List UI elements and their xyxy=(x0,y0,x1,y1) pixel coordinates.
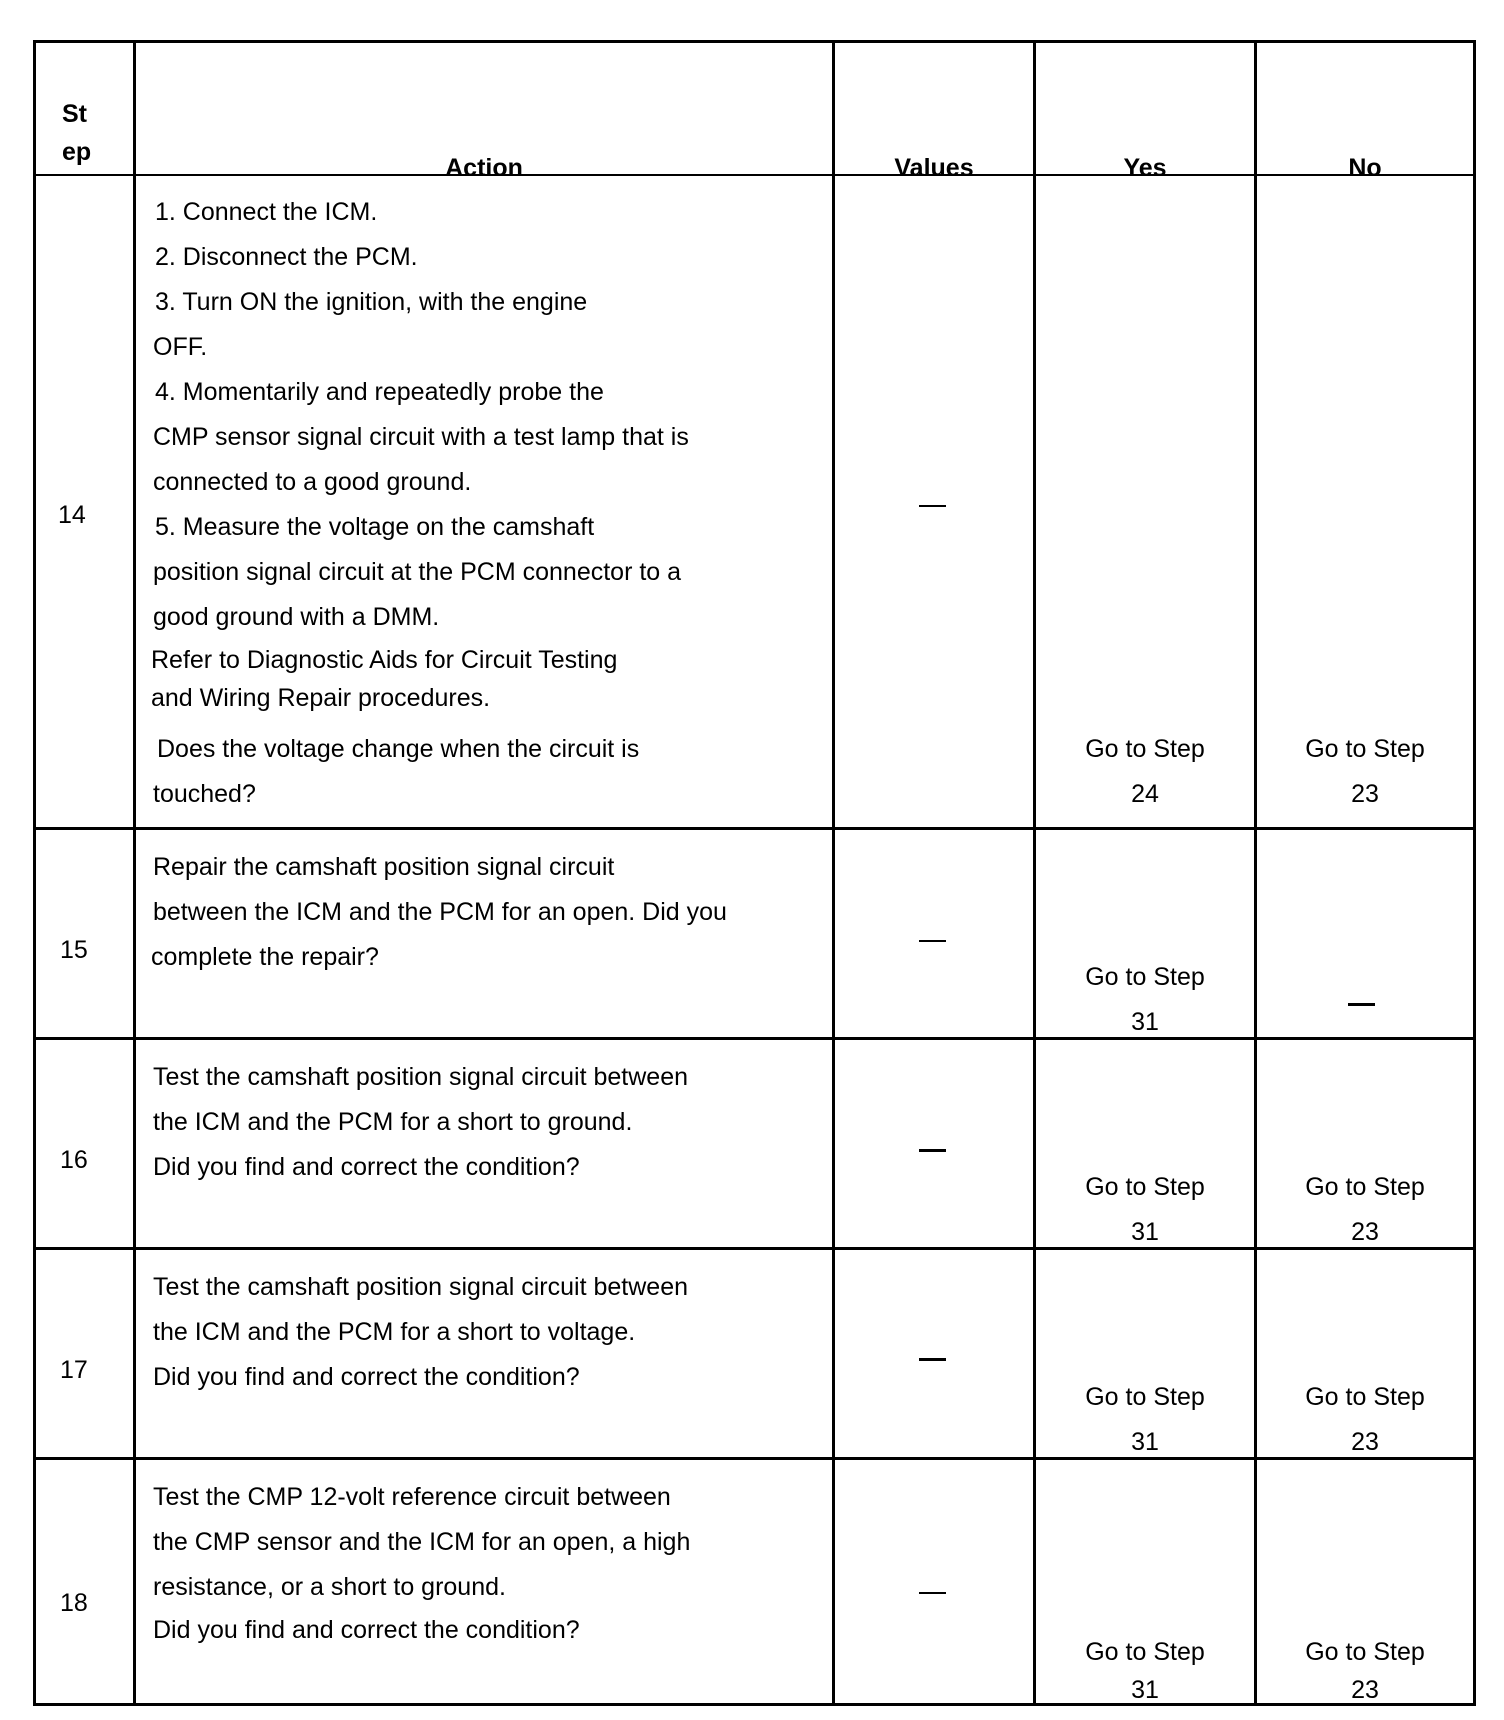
yes-step: 31 xyxy=(1131,1428,1159,1456)
header-step-line: St xyxy=(62,100,87,128)
step-number: 17 xyxy=(60,1356,88,1384)
action-line: Test the camshaft position signal circuit between xyxy=(153,1273,688,1301)
no-step: 23 xyxy=(1351,1218,1379,1246)
yes-step: 24 xyxy=(1131,780,1159,808)
header-action: Action xyxy=(445,154,523,182)
yes-step: 31 xyxy=(1131,1008,1159,1036)
action-line: and Wiring Repair procedures. xyxy=(151,684,491,712)
header-step-line: ep xyxy=(62,138,92,166)
header-yes: Yes xyxy=(1123,154,1167,182)
no-action: Go to Step xyxy=(1305,1173,1425,1201)
action-line: touched? xyxy=(153,780,256,808)
action-line: connected to a good ground. xyxy=(153,468,472,496)
no-action: Go to Step xyxy=(1305,1383,1425,1411)
step-number: 18 xyxy=(60,1589,88,1617)
action-line: the ICM and the PCM for a short to voltage. xyxy=(153,1318,636,1346)
action-line: 3. Turn ON the ignition, with the engine xyxy=(155,288,588,316)
values-dash xyxy=(919,1149,946,1152)
yes-action: Go to Step xyxy=(1085,1173,1205,1201)
no-step: 23 xyxy=(1351,1676,1379,1704)
action-line: 5. Measure the voltage on the camshaft xyxy=(155,513,595,541)
action-line: Refer to Diagnostic Aids for Circuit Testing xyxy=(151,646,618,674)
action-line: the ICM and the PCM for a short to ground. xyxy=(153,1108,633,1136)
values-dash xyxy=(919,1592,946,1594)
action-line: 2. Disconnect the PCM. xyxy=(155,243,418,271)
action-line: Did you find and correct the condition? xyxy=(153,1616,580,1644)
action-line: Did you find and correct the condition? xyxy=(153,1153,580,1181)
step-number: 14 xyxy=(58,501,86,529)
yes-action: Go to Step xyxy=(1085,1638,1205,1666)
diagnostic-table xyxy=(33,40,1476,1706)
action-line: resistance, or a short to ground. xyxy=(153,1573,506,1601)
action-line: OFF. xyxy=(153,333,208,361)
action-line: 1. Connect the ICM. xyxy=(155,198,378,226)
no-action: Go to Step xyxy=(1305,1638,1425,1666)
action-line: complete the repair? xyxy=(151,943,379,971)
no-step: 23 xyxy=(1351,780,1379,808)
action-line: Does the voltage change when the circuit is xyxy=(157,735,640,763)
header-values: Values xyxy=(894,154,974,182)
yes-action: Go to Step xyxy=(1085,1383,1205,1411)
values-dash xyxy=(919,940,946,942)
no-action: Go to Step xyxy=(1305,735,1425,763)
action-line: Repair the camshaft position signal circuit xyxy=(153,853,615,881)
header-no: No xyxy=(1348,154,1382,182)
values-dash xyxy=(919,1358,946,1361)
action-line: good ground with a DMM. xyxy=(153,603,440,631)
yes-action: Go to Step xyxy=(1085,735,1205,763)
action-line: 4. Momentarily and repeatedly probe the xyxy=(155,378,604,406)
no-dash xyxy=(1348,1003,1375,1006)
no-step: 23 xyxy=(1351,1428,1379,1456)
action-line: position signal circuit at the PCM connector to a xyxy=(153,558,682,586)
step-number: 16 xyxy=(60,1146,88,1174)
action-line: Did you find and correct the condition? xyxy=(153,1363,580,1391)
step-number: 15 xyxy=(60,936,88,964)
action-line: Test the camshaft position signal circuit between xyxy=(153,1063,688,1091)
yes-step: 31 xyxy=(1131,1218,1159,1246)
yes-action: Go to Step xyxy=(1085,963,1205,991)
values-dash xyxy=(919,505,946,507)
grid-line xyxy=(33,827,1476,830)
action-line: CMP sensor signal circuit with a test lamp that is xyxy=(153,423,689,451)
action-line: between the ICM and the PCM for an open. Did you xyxy=(153,898,727,926)
grid-line xyxy=(33,40,1476,43)
action-line: Test the CMP 12-volt reference circuit between xyxy=(153,1483,671,1511)
grid-line xyxy=(33,1037,1476,1040)
action-line: the CMP sensor and the ICM for an open, a high xyxy=(153,1528,691,1556)
yes-step: 31 xyxy=(1131,1676,1159,1704)
header-step xyxy=(62,95,91,171)
